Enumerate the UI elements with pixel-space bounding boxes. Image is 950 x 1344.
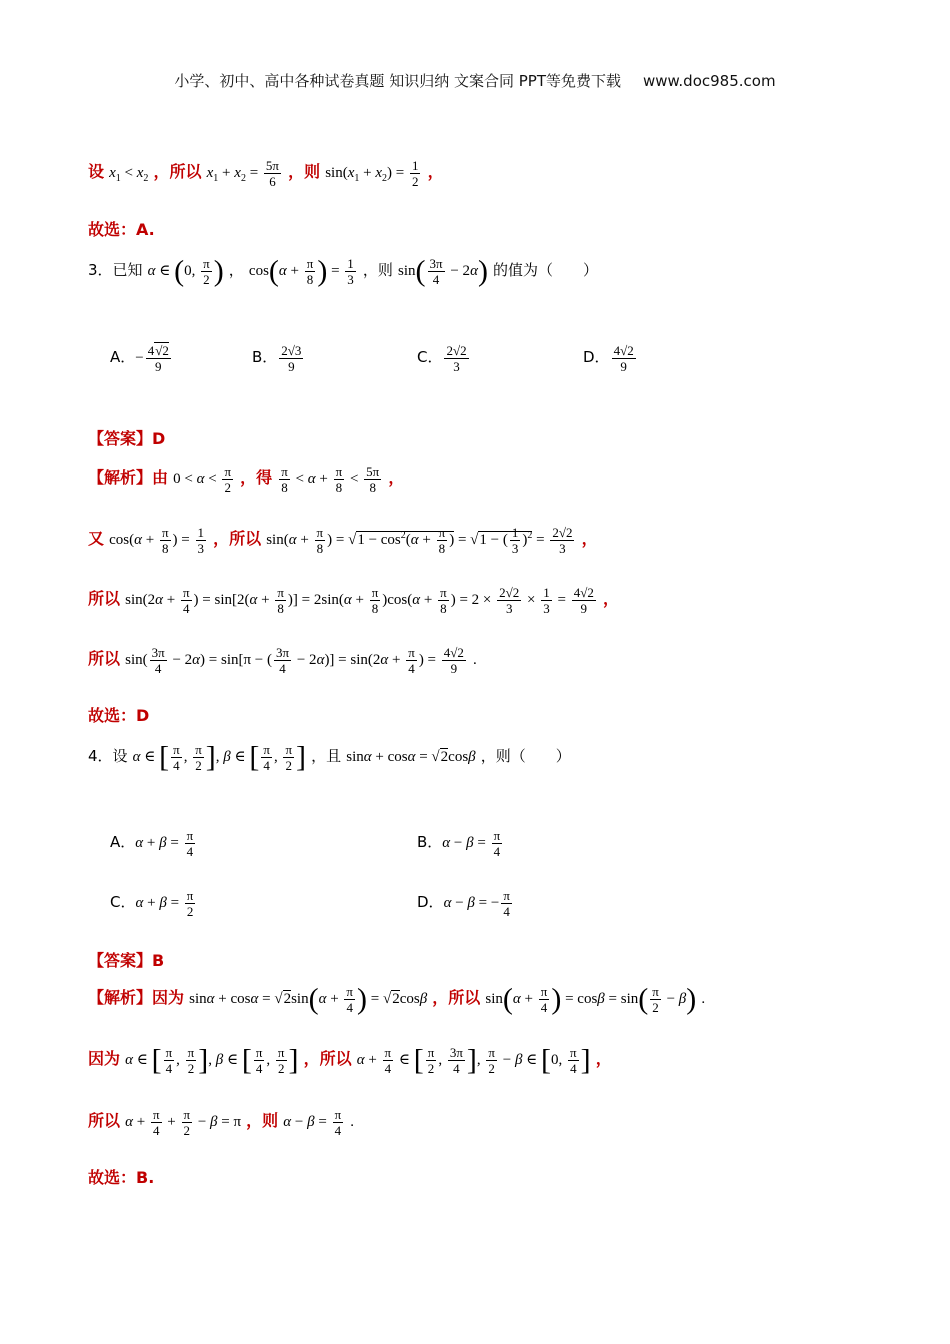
q3-option-d[interactable]: D． $\frac{4√2}{9}$ [583,343,634,374]
q3-option-b[interactable]: B． $\frac{2√3}{9}$ [252,343,302,374]
q4-analysis-2: 因为 α ∈ [ $\frac{\pi}{4}$ , $\frac{\pi}{2}$ ], β ∈ [ $\frac{\pi}{4}$ , $\frac{\pi}{2}$ ] ，所以 α + $\frac{\pi}{4}$ ∈ [ $\frac{\pi}{2}$ , $\frac{3\pi}{4}$ ], $\frac{\pi}{2}$ − β ∈ [0, $\frac{\pi}{4}$ ] ， [88,1043,612,1077]
q3-stem: 3．已知 α ∈ (0, $\frac{\pi}{2}$ ) ， cos(α + $\frac{\pi}{8}$ ) = $\frac{1}{3}$ ，则 sin( $\frac{3\pi}{4}$ − 2α) 的值为（ ） [88,254,599,288]
q3-analysis-3: 所以 sin(2α + $\frac{\pi}{4}$ ) = sin[2(α + $\frac{\pi}{8}$ )] = 2sin(α + $\frac{\pi}{8}$ )cos(α + $\frac{\pi}{8}$ ) = 2 × $\frac{2√2}{3}$ × $\frac{1}{3}$ = $\frac{4√2}{9}$ ， [88,585,619,616]
q4-analysis-3: 所以 α + $\frac{\pi}{4}$ + $\frac{\pi}{2}$ − β = π ，则 α − β = $\frac{\pi}{4}$ . [88,1107,354,1138]
page-header [0,70,950,91]
q3-analysis-4: 所以 sin( $\frac{3\pi}{4}$ − 2α) = sin[π − ( $\frac{3\pi}{4}$ − 2α)] = sin(2α + $\frac{\pi}{4}$ ) = $\frac{4√2}{9}$ . [88,645,477,676]
q3-option-a[interactable]: A．− $\frac{4√2}{9}$ [110,343,169,374]
q4-answer: 【答案】B [88,951,165,970]
q3-analysis-2: 又 cos(α + $\frac{\pi}{8}$ ) = $\frac{1}{3}$ ，所以 sin(α + $\frac{\pi}{8}$ ) = $√1 - \cos^2(\alpha$ + $\frac{\pi}{8}$ ) = √1 − ( $\frac{1}{3}$ )$^2$ = $\frac{2√2}{3}$ ， [88,525,598,556]
q3-answer: 【答案】D [88,429,166,448]
prev-choose: 故选：A. [88,220,155,239]
q4-choose: 故选：B. [88,1168,155,1187]
q4-option-b[interactable]: B．α − β = $\frac{\pi}{4}$ [417,828,501,859]
formula: $\sin(x_1 + x_2)$ = $\frac{1}{2}$ [325,158,419,189]
q3-choose: 故选：D [88,706,150,725]
q3-analysis-1: 【解析】由 0 < α < $\frac{\pi}{2}$ ，得 $\frac{\pi}{8}$ < α + $\frac{\pi}{8}$ < $\frac{5\pi}{8}$ ， [88,464,405,495]
formula: $x_1 + x_2$ = $\frac{5\pi}{6}$ [206,158,279,189]
q4-analysis-1: 【解析】因为 sinα + cosα = √2sin(α + $\frac{\pi}{4}$ ) = √2cosβ ，所以 sin(α + $\frac{\pi}{4}$ ) = cosβ = sin( $\frac{\pi}{2}$ − β) . [88,982,706,1016]
q4-stem: 4．设 α ∈ [ $\frac{\pi}{4}$ , $\frac{\pi}{2}$ ], β ∈ [ $\frac{\pi}{4}$ , $\frac{\pi}{2}$ ] ，且 sinα + cosα = √2cosβ ，则（ ） [88,740,571,774]
header-site: www.doc985.com [642,72,776,90]
q4-option-a[interactable]: A．α + β = $\frac{\pi}{4}$ [110,828,194,859]
prev-solution-line: 设 $x_1 < x_2$ ，所以 $x_1 + x_2$ = $\frac{5\pi}{6}$ ，则 $\sin(x_1 + x_2)$ = $\frac{1}{2}$ ， [88,158,444,189]
q4-option-c[interactable]: C．α + β = $\frac{\pi}{2}$ [110,888,194,919]
formula: sin( $\frac{3\pi}{4}$ − 2α) [398,254,488,288]
formula: α ∈ (0, $\frac{\pi}{2}$ ) [147,254,224,288]
q3-option-c[interactable]: C． $\frac{2√2}{3}$ [417,343,467,374]
header-text: 小学、初中、高中各种试卷真题 知识归纳 文案合同 PPT等免费下载 [174,72,621,90]
formula: cos(α + $\frac{\pi}{8}$ ) = $\frac{1}{3}$ [248,254,354,288]
formula: $x_1 < x_2$ [109,164,149,184]
q4-option-d[interactable]: D．α − β = − $\frac{\pi}{4}$ [417,888,510,919]
